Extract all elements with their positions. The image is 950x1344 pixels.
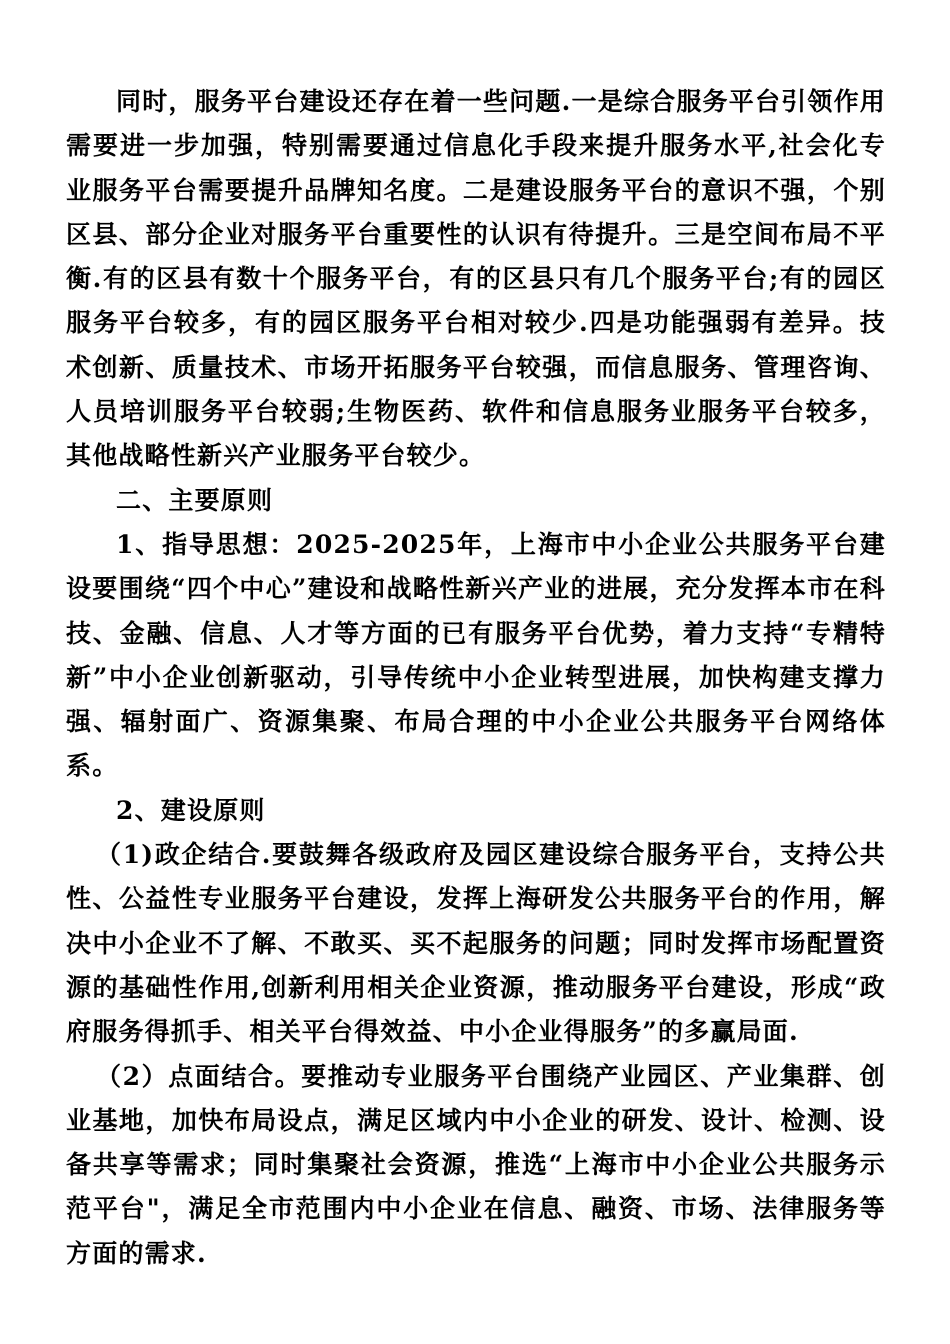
paragraph-platform-problems: 同时，服务平台建设还存在着一些问题.一是综合服务平台引领作用需要进一步加强，特别需要通过信息化手段来提升服务水平,社会化专业服务平台需要提升品牌知名度。二是建设服务平台的意识不强，个别区县、部分企业对服务平台重要性的认识有待提升。三是空间布局不平衡.有的区县有数十个服务平台，有的区县只有几个服务平台;有的园区服务平台较多，有的园区服务平台相对较少.四是功能强弱有差异。技术创新、质量技术、市场开拓服务平台较强，而信息服务、管理咨询、人员培训服务平台较弱;生物医药、软件和信息服务业服务平台较多，其他战略性新兴产业服务平台较少。 (66, 87, 886, 471)
paragraph-government-enterprise: （1)政企结合.要鼓舞各级政府及园区建设综合服务平台，支持公共性、公益性专业服务平台建设，发挥上海研发公共服务平台的作用，解决中小企业不了解、不敢买、买不起服务的问题；同时发挥市场配置资源的基础性作用,创新利用相关企业资源，推动服务平台建设，形成“政府服务得抓手、相关平台得效益、中小企业得服务”的多赢局面. (66, 840, 886, 1047)
section-heading-main-principles: 二、主要原则 (116, 485, 274, 515)
subheading-construction-principles: 2、建设原则 (116, 795, 266, 825)
paragraph-guiding-thought: 1、指导思想：2025-2025年，上海市中小企业公共服务平台建设要围绕“四个中心”建设和战略性新兴产业的进展，充分发挥本市在科技、金融、信息、人才等方面的已有服务平台优势，着力支持“专精特新”中小企业创新驱动，引导传统中小企业转型进展，加快构建支撑力强、辐射面广、资源集聚、布局合理的中小企业公共服务平台网络体系。 (66, 529, 886, 781)
paragraph-point-and-area: （2）点面结合。要推动专业服务平台围绕产业园区、产业集群、创业基地，加快布局设点，满足区域内中小企业的研发、设计、检测、设备共享等需求；同时集聚社会资源，推选“上海市中小企业公共服务示范平台"，满足全市范围内中小企业在信息、融资、市场、法律服务等方面的需求. (66, 1061, 886, 1268)
document-body (66, 80, 886, 1276)
